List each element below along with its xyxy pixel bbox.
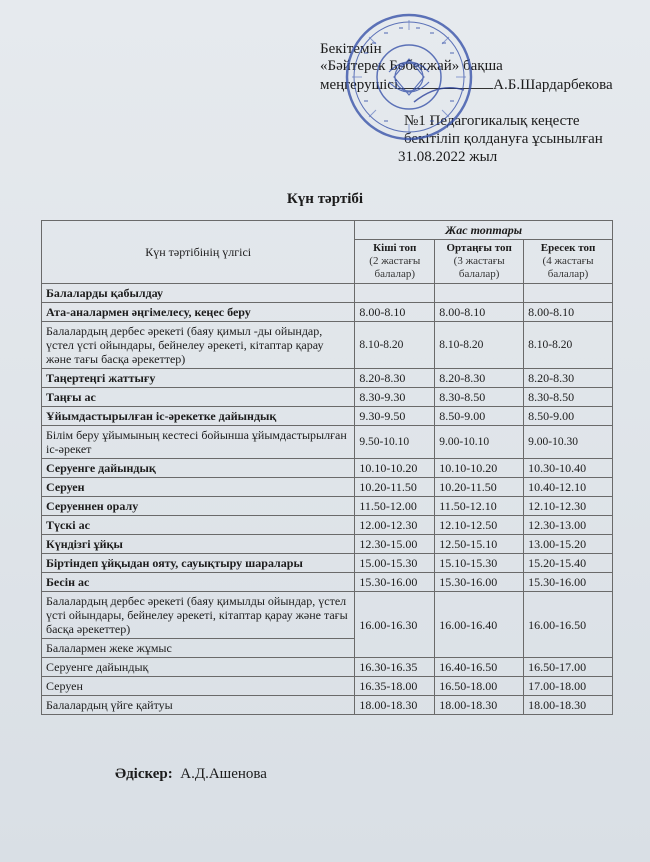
table-row (42, 426, 613, 459)
time-cell: 8.30-8.50 (435, 388, 524, 407)
time-cell: 15.00-15.30 (355, 554, 435, 573)
activity-cell: Ұйымдастырылған іс-әрекетке дайындық (42, 407, 355, 426)
activity-cell: Серуенге дайындық (42, 459, 355, 478)
table-row (42, 497, 613, 516)
approval-head-name: А.Б.Шардарбекова (493, 77, 613, 93)
activity-cell: Күндізгі ұйқы (42, 535, 355, 554)
activity-cell: Бесін ас (42, 573, 355, 592)
methodist-name: А.Д.Ашенова (180, 766, 267, 782)
activity-cell: Серуенге дайындық (42, 658, 355, 677)
time-cell: 16.00-16.40 (435, 592, 524, 658)
table-row (42, 369, 613, 388)
time-cell: 9.00-10.30 (524, 426, 613, 459)
time-cell: 12.10-12.50 (435, 516, 524, 535)
time-cell: 8.00-8.10 (355, 303, 435, 322)
time-cell: 16.50-18.00 (435, 677, 524, 696)
approval-line-5: бекітіліп қолдануға ұсынылған (404, 131, 603, 147)
time-cell: 15.20-15.40 (524, 554, 613, 573)
table-row (42, 478, 613, 497)
time-cell: 10.30-10.40 (524, 459, 613, 478)
table-row (42, 535, 613, 554)
time-cell: 12.00-12.30 (355, 516, 435, 535)
approval-line-4: №1 Педагогикалық кеңесте (404, 113, 580, 129)
time-cell: 10.10-10.20 (435, 459, 524, 478)
approval-line-1: Бекітемін (320, 41, 382, 57)
group-name: Кіші топ (373, 242, 417, 254)
time-cell: 15.10-15.30 (435, 554, 524, 573)
activity-cell: Серуеннен оралу (42, 497, 355, 516)
time-cell: 8.00-8.10 (435, 303, 524, 322)
methodist-label: Әдіскер: (115, 766, 173, 782)
time-cell: 8.20-8.30 (524, 369, 613, 388)
activity-cell: Білім беру ұйымының кестесі бойынша ұйымдастырылған іс-әрекет (42, 426, 355, 459)
time-cell: 16.50-17.00 (524, 658, 613, 677)
time-cell: 10.10-10.20 (355, 459, 435, 478)
table-row (42, 303, 613, 322)
group-header-middle (435, 240, 524, 284)
group-name: Ортаңғы топ (446, 242, 512, 254)
activity-cell: Серуен (42, 478, 355, 497)
activity-cell: Балалардың дербес әрекеті (баяу қимыл -ды ойындар, үстел үсті ойындары, бейнелеу әрекеті, кітаптар қарау және тағы басқа әрекеттер) (42, 322, 355, 369)
activity-cell: Серуен (42, 677, 355, 696)
activity-cell: Балалардың дербес әрекеті (баяу қимылды ойындар, үстел үсті ойындары, бейнелеу әрекеті, кітаптар қарау және тағы басқа әрекеттер) (42, 592, 355, 639)
page-title: Күн тәртібі (286, 191, 364, 207)
table-row (42, 573, 613, 592)
table-row (42, 284, 613, 303)
time-cell: 11.50-12.00 (355, 497, 435, 516)
table-row (42, 388, 613, 407)
table-row (42, 696, 613, 715)
table-row (42, 554, 613, 573)
empty-time-cell (524, 284, 613, 303)
time-cell: 15.30-16.00 (435, 573, 524, 592)
table-row (42, 322, 613, 369)
time-cell: 12.30-13.00 (524, 516, 613, 535)
approval-head-title: меңгерушісі (320, 77, 399, 93)
table-row (42, 459, 613, 478)
time-cell: 8.00-8.10 (524, 303, 613, 322)
time-cell: 18.00-18.30 (355, 696, 435, 715)
group-age: (3 жастағы балалар) (453, 255, 505, 280)
group-age: (2 жастағы балалар) (369, 255, 421, 280)
table-row (42, 658, 613, 677)
time-cell: 9.50-10.10 (355, 426, 435, 459)
schedule-table (41, 220, 613, 715)
activity-cell: Біртіндеп ұйқыдан ояту, сауықтыру шаралары (42, 554, 355, 573)
time-cell: 13.00-15.20 (524, 535, 613, 554)
activity-cell: Балалардың үйге қайтуы (42, 696, 355, 715)
empty-time-cell (435, 284, 524, 303)
time-cell: 18.00-18.30 (524, 696, 613, 715)
time-cell: 8.30-9.30 (355, 388, 435, 407)
table-row (42, 407, 613, 426)
activity-cell: Таңертеңгі жаттығу (42, 369, 355, 388)
time-cell: 16.00-16.50 (524, 592, 613, 658)
table-row (42, 592, 613, 639)
time-cell: 18.00-18.30 (435, 696, 524, 715)
time-cell: 11.50-12.10 (435, 497, 524, 516)
empty-time-cell (355, 284, 435, 303)
time-cell: 8.10-8.20 (355, 322, 435, 369)
time-cell: 12.50-15.10 (435, 535, 524, 554)
time-cell: 16.30-16.35 (355, 658, 435, 677)
age-groups-header: Жас топтары (355, 221, 613, 240)
group-name: Ересек топ (540, 242, 596, 254)
time-cell: 16.35-18.00 (355, 677, 435, 696)
activity-cell: Балаларды қабылдау (42, 284, 355, 303)
time-cell: 10.40-12.10 (524, 478, 613, 497)
group-header-senior (524, 240, 613, 284)
group-header-junior (355, 240, 435, 284)
approval-line-2: «Бәйтерек Бөбекжай» бақша (320, 58, 503, 74)
time-cell: 17.00-18.00 (524, 677, 613, 696)
time-cell: 15.30-16.00 (524, 573, 613, 592)
time-cell: 8.30-8.50 (524, 388, 613, 407)
time-cell: 10.20-11.50 (355, 478, 435, 497)
table-row (42, 677, 613, 696)
time-cell: 15.30-16.00 (355, 573, 435, 592)
official-seal-stamp (344, 12, 474, 142)
time-cell: 10.20-11.50 (435, 478, 524, 497)
time-cell: 16.40-16.50 (435, 658, 524, 677)
time-cell: 8.50-9.00 (524, 407, 613, 426)
schedule-rows (42, 284, 613, 715)
time-cell: 12.30-15.00 (355, 535, 435, 554)
time-cell: 8.20-8.30 (355, 369, 435, 388)
time-cell: 12.10-12.30 (524, 497, 613, 516)
time-cell: 8.10-8.20 (524, 322, 613, 369)
group-age: (4 жастағы балалар) (542, 255, 594, 280)
activity-cell: Түскі ас (42, 516, 355, 535)
time-cell: 16.00-16.30 (355, 592, 435, 658)
methodist-signature (115, 766, 267, 783)
model-column-header: Күн тәртібінің үлгісі (42, 221, 355, 284)
activity-cell: Таңғы ас (42, 388, 355, 407)
activity-cell: Ата-аналармен әңгімелесу, кеңес беру (42, 303, 355, 322)
time-cell: 8.10-8.20 (435, 322, 524, 369)
time-cell: 9.00-10.10 (435, 426, 524, 459)
activity-cell: Балалармен жеке жұмыс (42, 639, 355, 658)
approval-date: 31.08.2022 жыл (398, 149, 498, 165)
time-cell: 8.50-9.00 (435, 407, 524, 426)
table-row (42, 516, 613, 535)
time-cell: 8.20-8.30 (435, 369, 524, 388)
time-cell: 9.30-9.50 (355, 407, 435, 426)
